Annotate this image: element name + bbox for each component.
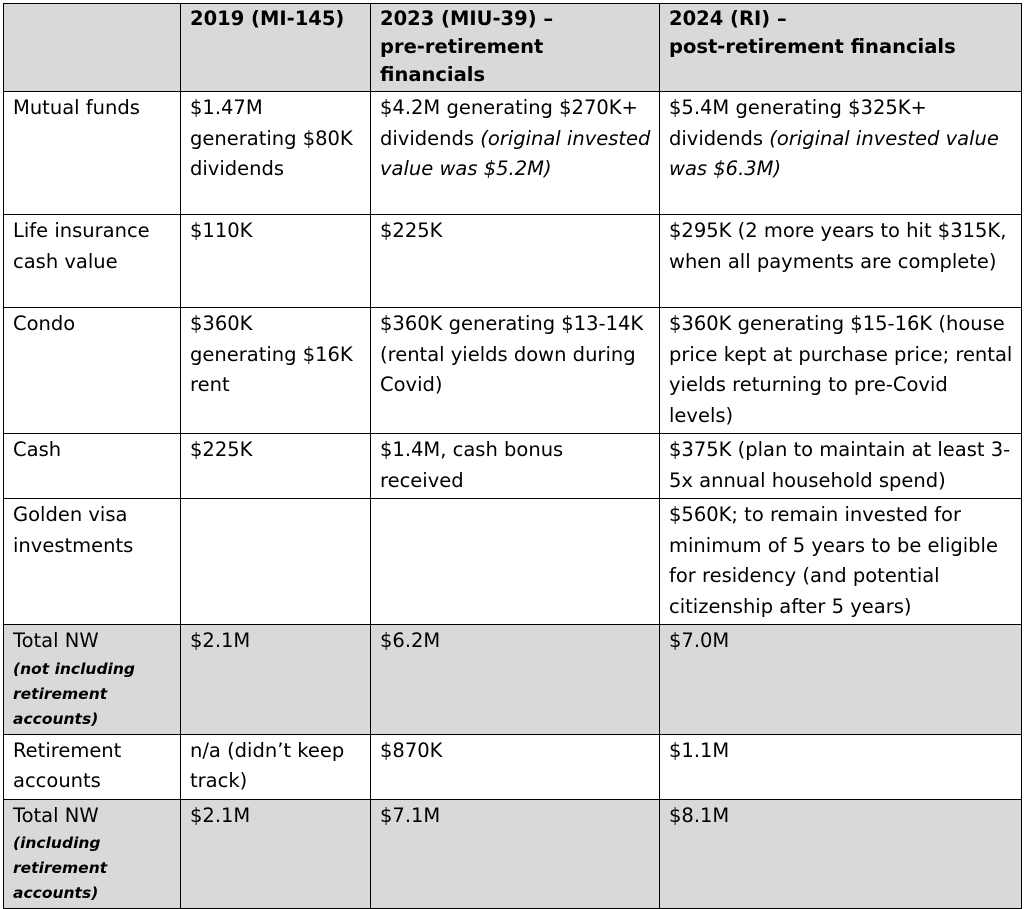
- row-sublabel: (not including retirement accounts): [13, 659, 135, 728]
- cell-2019: $2.1M: [181, 799, 371, 909]
- row-label: Total NW (including retirement accounts): [4, 799, 181, 909]
- row-label: Total NW (not including retirement accounts): [4, 625, 181, 735]
- row-mutual-funds: [4, 92, 1022, 215]
- row-label: Cash: [4, 434, 181, 499]
- cell-2024: $375K (plan to maintain at least 3-5x annual household spend): [660, 434, 1022, 499]
- cell-2023: $360K generating $13-14K (rental yields down during Covid): [371, 308, 660, 434]
- cell-2024: $1.1M: [660, 734, 1022, 799]
- row-sublabel: (including retirement accounts): [13, 834, 108, 902]
- cell-2019: $225K: [181, 434, 371, 499]
- cell-2019: $360K generating $16K rent: [181, 308, 371, 434]
- row-label: Golden visa investments: [4, 499, 181, 625]
- row-retirement-accounts: [4, 734, 1022, 799]
- cell-2024: $8.1M: [660, 799, 1022, 909]
- header-row: [4, 4, 1022, 92]
- cell-2024: $5.4M generating $325K+ dividends (original invested value was $6.3M): [660, 92, 1022, 215]
- cell-2023: $225K: [371, 215, 660, 308]
- cell-2024: $295K (2 more years to hit $315K, when all payments are complete): [660, 215, 1022, 308]
- cell-2019: $2.1M: [181, 625, 371, 735]
- cell-2019: $1.47M generating $80K dividends: [181, 92, 371, 215]
- cell-2023: $4.2M generating $270K+ dividends (original invested value was $5.2M): [371, 92, 660, 215]
- cell-2019: [181, 499, 371, 625]
- row-label: Life insurance cash value: [4, 215, 181, 308]
- cell-note: (original invested value was $5.2M): [380, 126, 651, 180]
- cell-2023: $7.1M: [371, 799, 660, 909]
- header-2019: 2019 (MI-145): [181, 4, 371, 92]
- row-label: Condo: [4, 308, 181, 434]
- cell-2024: $360K generating $15-16K (house price kept at purchase price; rental yields returning to pre-Covid levels): [660, 308, 1022, 434]
- cell-2024: $560K; to remain invested for minimum of 5 years to be eligible for residency (and potential citizenship after 5 years): [660, 499, 1022, 625]
- row-life-insurance: [4, 215, 1022, 308]
- header-corner-cell: [4, 4, 181, 92]
- cell-2023: $6.2M: [371, 625, 660, 735]
- cell-2019: n/a (didn’t keep track): [181, 734, 371, 799]
- net-worth-table: [3, 3, 1022, 909]
- row-label: Mutual funds: [4, 92, 181, 215]
- header-2023: 2023 (MIU-39) – pre-retirement financials: [371, 4, 660, 92]
- row-cash: [4, 434, 1022, 499]
- row-total-nw-excl: [4, 625, 1022, 735]
- cell-2019: $110K: [181, 215, 371, 308]
- cell-2023: $1.4M, cash bonus received: [371, 434, 660, 499]
- cell-2023: $870K: [371, 734, 660, 799]
- cell-2024: $7.0M: [660, 625, 1022, 735]
- row-golden-visa: [4, 499, 1022, 625]
- row-total-nw-incl: [4, 799, 1022, 909]
- row-label: Retirement accounts: [4, 734, 181, 799]
- cell-2023: [371, 499, 660, 625]
- cell-note: (original invested value was $6.3M): [669, 126, 999, 180]
- row-condo: [4, 308, 1022, 434]
- header-2024: 2024 (RI) – post-retirement financials: [660, 4, 1022, 92]
